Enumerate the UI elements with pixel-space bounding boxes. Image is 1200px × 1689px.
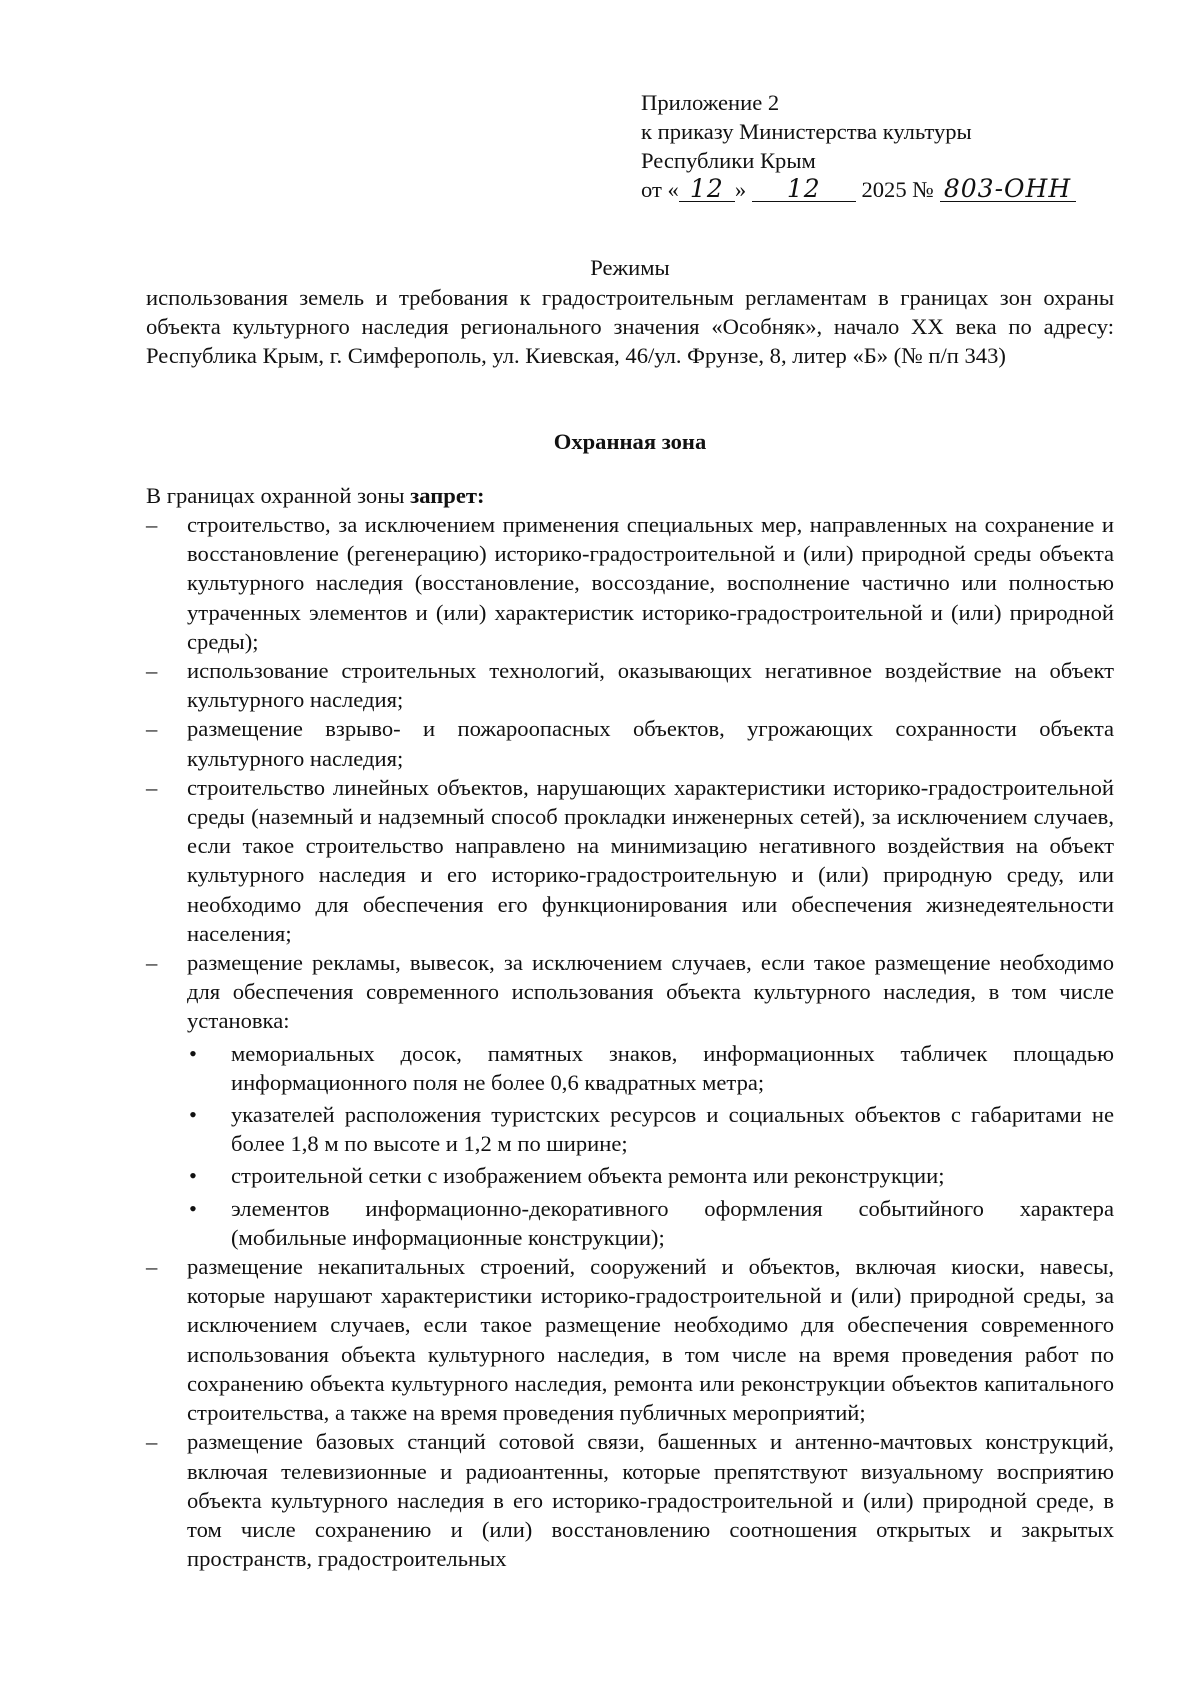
document-title: [146, 253, 1114, 371]
dash-marker: –: [146, 1254, 158, 1280]
date-sep: »: [734, 177, 747, 202]
appendix-republic: Республики Крым: [641, 148, 816, 173]
list-item-text: размещение некапитальных строений, сооружений и объектов, включая киоски, навесы, которые нарушают характеристики историко-градостроительной и (или) природной среды, за исключением случаев, если такое размещение необходимо для обеспечения современного использования объекта культурного наследия, в том числе на время проведения работ по сохранению объекта культурного наследия, ремонта или реконструкции объектов капитального строительства, а также на время проведения публичных мероприятий;: [187, 1254, 1114, 1426]
bullet-marker: •: [189, 1102, 197, 1128]
dash-marker: –: [146, 658, 158, 684]
appendix-title: Приложение 2: [641, 90, 780, 115]
dash-marker: –: [146, 716, 158, 742]
list-item: [146, 773, 1114, 948]
sub-item-text: мемориальных досок, памятных знаков, информационных табличек площадью информационного поля не более 0,6 квадратных метра;: [231, 1040, 1114, 1095]
list-item-text: строительство линейных объектов, нарушающих характеристики историко-градостроительной среды (наземный и надземный способ прокладки инженерных сетей), за исключением случаев, если такое строительство направлено на минимизацию негативного воздействия на объект культурного наследия и его историко-градостроительную и (или) природную среду, или необходимо для обеспечения его функционирования или обеспечения жизнедеятельности населения;: [187, 774, 1114, 946]
intro-bold: запрет:: [410, 483, 485, 508]
intro-line: [146, 481, 1114, 510]
list-item: [146, 948, 1114, 1036]
sub-list-item: [146, 1100, 1114, 1158]
list-item-text: строительство, за исключением применения специальных мер, направленных на сохранение и восстановление (регенерацию) историко-градостроительной и (или) природной среды объекта культурного наследия (восстановление, воссоздание, восполнение частично или полностью утраченных элементов и (или) характеристик историко-градостроительной и (или) природной среды);: [187, 512, 1114, 654]
date-month: 12: [752, 176, 856, 202]
bullet-marker: •: [189, 1163, 197, 1189]
title-heading: Режимы: [590, 255, 670, 280]
list-item-text: размещение взрыво- и пожароопасных объектов, угрожающих сохранности объекта культурного наследия;: [187, 716, 1114, 771]
sub-list-item: [146, 1039, 1114, 1097]
list-item: [146, 510, 1114, 656]
list-item-text: использование строительных технологий, оказывающих негативное воздействие на объект культурного наследия;: [187, 658, 1114, 713]
list-item: [146, 1252, 1114, 1427]
zone-heading: Охранная зона: [553, 429, 707, 454]
sub-item-text: элементов информационно-декоративного оформления событийного характера (мобильные информационные конструкции);: [231, 1195, 1114, 1250]
dash-marker: –: [146, 950, 158, 976]
list-item: [146, 656, 1114, 714]
sub-item-text: указателей расположения туристских ресурсов и социальных объектов с габаритами не более 1,8 м по высоте и 1,2 м по ширине;: [231, 1102, 1114, 1157]
list-item: [146, 714, 1114, 772]
appendix-header: [641, 88, 1161, 204]
appendix-date-line: [641, 175, 1161, 204]
restriction-list: [146, 510, 1114, 1573]
sub-list-item: [146, 1161, 1114, 1190]
list-item-text: размещение базовых станций сотовой связи, башенных и антенно-мачтовых конструкций, включая телевизионные и радиоантенны, которые препятствуют визуальному восприятию объекта культурного наследия в его историко-градостроительной и (или) природной среде, в том числе сохранению и (или) восстановлению соотношения открытых и закрытых пространств, градостроительных: [187, 1429, 1114, 1572]
appendix-order-ref: к приказу Министерства культуры: [641, 119, 972, 144]
date-year: 2025 №: [861, 177, 934, 202]
date-prefix: от «: [641, 177, 679, 202]
date-day: 12: [679, 176, 735, 202]
list-item-text: размещение рекламы, вывесок, за исключением случаев, если такое размещение необходимо для обеспечения современного использования объекта культурного наследия, в том числе установка:: [187, 950, 1114, 1034]
dash-marker: –: [146, 512, 158, 537]
order-number: 803-ОНН: [940, 176, 1076, 202]
bullet-marker: •: [189, 1195, 197, 1221]
sub-list-item: [146, 1194, 1114, 1252]
intro-text: В границах охранной зоны: [146, 483, 411, 508]
list-item: [146, 1427, 1114, 1573]
bullet-marker: •: [189, 1040, 197, 1066]
dash-marker: –: [146, 774, 158, 800]
title-text: использования земель и требования к градостроительным регламентам в границах зон охраны объекта культурного наследия регионального значения «Особняк», начало XX века по адресу: Республика Крым, г. Симферополь, ул. Киевская, 46/ул. Фрунзе, 8, литер «Б» (№ п/п 343): [146, 285, 1114, 369]
dash-marker: –: [146, 1429, 158, 1455]
sub-item-text: строительной сетки с изображением объекта ремонта или реконструкции;: [231, 1163, 945, 1189]
